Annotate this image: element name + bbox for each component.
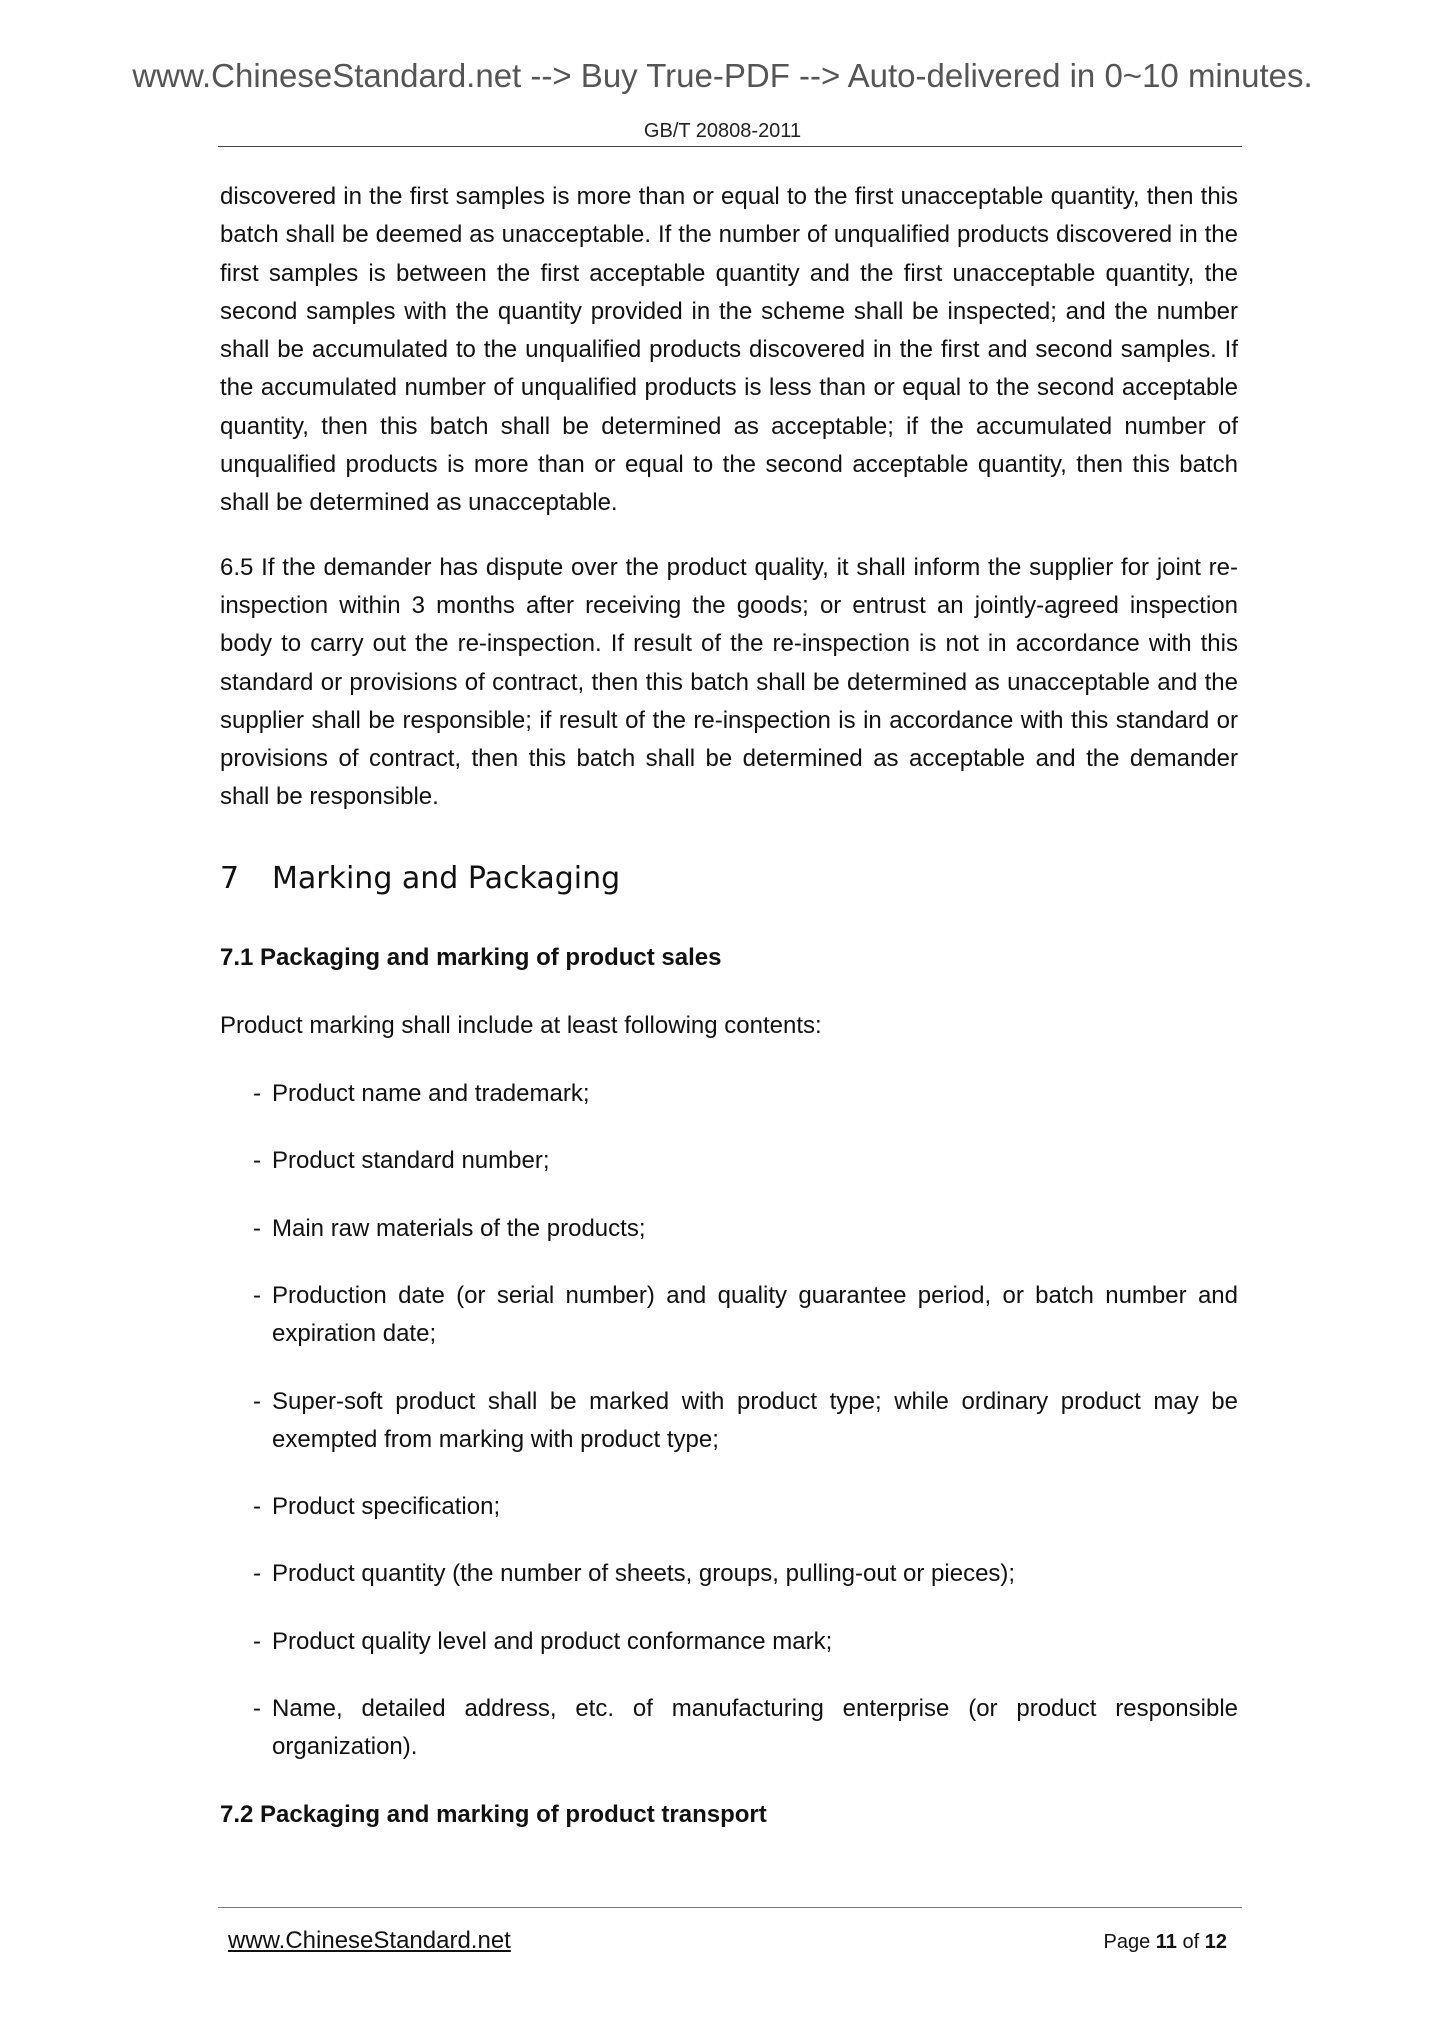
document-body (220, 178, 1238, 1834)
list-item (220, 1623, 1238, 1661)
bullet-dash: - (253, 1214, 261, 1242)
marking-intro: Product marking shall include at least following contents: (220, 1011, 822, 1039)
standard-code: GB/T 20808-2011 (643, 120, 802, 142)
subsection-heading-7-1: 7.1 Packaging and marking of product sales (220, 943, 722, 971)
list-item-text: Product specification; (272, 1493, 501, 1521)
page-label: Page (1103, 1931, 1151, 1953)
section-number: 7 (220, 860, 240, 896)
paragraph-6-5: 6.5 If the demander has dispute over the product quality, it shall inform the supplier for joint re-inspection within 3 months after receiving the goods; or entrust an jointly-agreed inspection body to carry out the re-inspection. If result of the re-inspection is not in accordance with this standard or provisions of contract, then this batch shall be determined as unacceptable and the supplier shall be responsible; if result of the re-inspection is in accordance with this standard or provisions of contract, then this batch shall be determined as acceptable and the demander shall be responsible. (220, 553, 1238, 811)
page-of: of (1182, 1931, 1200, 1953)
bullet-dash: - (253, 1560, 261, 1588)
list-item (220, 1277, 1238, 1354)
list-item-text: Main raw materials of the products; (272, 1214, 646, 1242)
list-item (220, 1075, 1238, 1113)
list-item-text: Product standard number; (272, 1147, 550, 1175)
list-item-text: Product quantity (the number of sheets, groups, pulling-out or pieces); (272, 1560, 1016, 1588)
list-item-text: Production date (or serial number) and quality guarantee period, or batch number and expiration date; (272, 1281, 1238, 1348)
list-item-text: Name, detailed address, etc. of manufacturing enterprise (or product responsible organization). (272, 1695, 1238, 1761)
bullet-dash: - (253, 1627, 261, 1655)
header-divider (218, 146, 1242, 147)
section-heading (220, 859, 1238, 899)
footer-site-link[interactable]: www.ChineseStandard.net (228, 1927, 511, 1954)
bullet-dash: - (253, 1080, 261, 1108)
bullet-dash: - (253, 1493, 261, 1521)
paragraph-continuation: discovered in the first samples is more than or equal to the first unacceptable quantity, then this batch shall be deemed as unacceptable. If the number of unqualified products discovered in the first samples is between the first acceptable quantity and the first unacceptable quantity, the second samples with the quantity provided in the scheme shall be inspected; and the number shall be accumulated to the unqualified products discovered in the first and second samples. If the accumulated number of unqualified products is less than or equal to the second acceptable quantity, then this batch shall be determined as acceptable; if the accumulated number of unqualified products is more than or equal to the second acceptable quantity, then this batch shall be determined as unacceptable. (220, 183, 1238, 517)
page-current: 11 (1155, 1931, 1177, 1953)
footer-divider (218, 1907, 1242, 1908)
marking-content-list (220, 1075, 1238, 1767)
list-item (220, 1488, 1238, 1526)
list-item (220, 1210, 1238, 1248)
list-item-text: Product quality level and product conformance mark; (272, 1627, 833, 1655)
bullet-dash: - (253, 1387, 261, 1415)
list-item (220, 1142, 1238, 1180)
list-item (220, 1555, 1238, 1593)
bullet-dash: - (253, 1147, 261, 1175)
list-item-text: Super-soft product shall be marked with product type; while ordinary product may be exempted from marking with product type; (272, 1387, 1238, 1453)
list-item (220, 1383, 1238, 1460)
list-item (220, 1690, 1238, 1767)
site-banner: www.ChineseStandard.net --> Buy True-PDF --> Auto-delivered in 0~10 minutes. (132, 57, 1313, 94)
page-indicator (1104, 1929, 1228, 1955)
list-item-text: Product name and trademark; (272, 1080, 590, 1108)
bullet-dash: - (253, 1695, 261, 1723)
page-total: 12 (1204, 1931, 1227, 1953)
bullet-dash: - (253, 1281, 261, 1309)
subsection-heading-7-2: 7.2 Packaging and marking of product transport (220, 1800, 767, 1828)
section-title: Marking and Packaging (272, 860, 621, 896)
